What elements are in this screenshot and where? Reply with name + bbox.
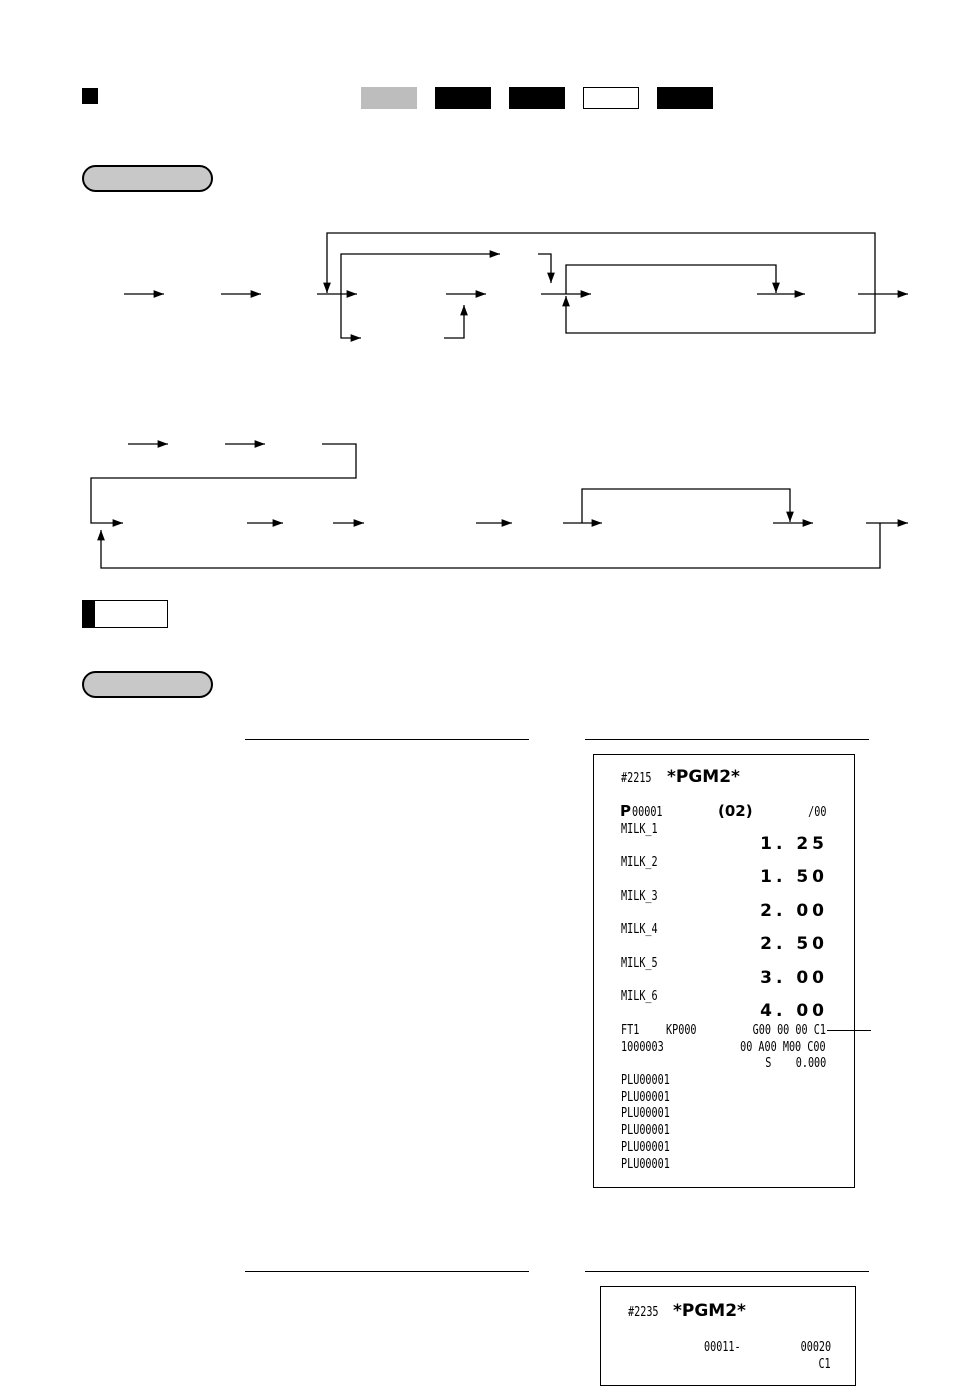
receipt-p-prefix: P — [620, 802, 631, 820]
receipt-header-number: #2215 — [621, 771, 652, 786]
note-label-box — [82, 600, 168, 628]
link-plu-6: PLU00001 — [621, 1157, 670, 1172]
key-sequence-diagram — [0, 0, 962, 640]
receipt2-value-right: 00020 — [800, 1340, 831, 1355]
receipt2-code: C1 — [818, 1357, 831, 1372]
link-plu-5: PLU00001 — [621, 1140, 670, 1155]
receipt-plu-code: 00001 — [632, 805, 663, 820]
print-rule-1 — [585, 739, 869, 740]
row1-left: FT1 — [621, 1023, 640, 1038]
callout-leader-line — [827, 1030, 871, 1031]
item-name-5: MILK_5 — [621, 956, 658, 971]
item-name-4: MILK_4 — [621, 922, 658, 937]
row1-right: G00 00 00 C1 — [752, 1023, 826, 1038]
item-price-1: 1. 25 — [760, 834, 828, 854]
row2-left: 1000003 — [621, 1040, 664, 1055]
receipt-2 — [600, 1286, 856, 1386]
row2-right: 00 A00 M00 C00 — [740, 1040, 826, 1055]
item-name-1: MILK_1 — [621, 822, 658, 837]
link-plu-4: PLU00001 — [621, 1123, 670, 1138]
print-pill — [82, 671, 213, 698]
item-name-2: MILK_2 — [621, 855, 658, 870]
key-operation-rule-2 — [245, 1271, 529, 1272]
item-name-6: MILK_6 — [621, 989, 658, 1004]
row1-mid: KP000 — [666, 1023, 697, 1038]
item-price-2: 1. 50 — [760, 867, 828, 887]
receipt-dept: (02) — [718, 802, 753, 820]
link-plu-1: PLU00001 — [621, 1073, 670, 1088]
print-rule-2 — [585, 1271, 869, 1272]
row3-right: S 0.000 — [764, 1056, 826, 1071]
item-price-5: 3. 00 — [760, 968, 828, 988]
item-price-4: 2. 50 — [760, 934, 828, 954]
receipt2-header-number: #2235 — [628, 1305, 659, 1320]
item-price-3: 2. 00 — [760, 901, 828, 921]
receipt-1 — [593, 754, 855, 1188]
item-name-3: MILK_3 — [621, 889, 658, 904]
link-plu-3: PLU00001 — [621, 1106, 670, 1121]
receipt-header-title: *PGM2* — [667, 767, 740, 787]
receipt2-value-left: 00011- — [704, 1340, 741, 1355]
key-operation-rule-1 — [245, 739, 529, 740]
receipt2-header-title: *PGM2* — [673, 1301, 746, 1321]
receipt-slash: /00 — [807, 805, 826, 820]
link-plu-2: PLU00001 — [621, 1090, 670, 1105]
item-price-6: 4. 00 — [760, 1001, 828, 1021]
